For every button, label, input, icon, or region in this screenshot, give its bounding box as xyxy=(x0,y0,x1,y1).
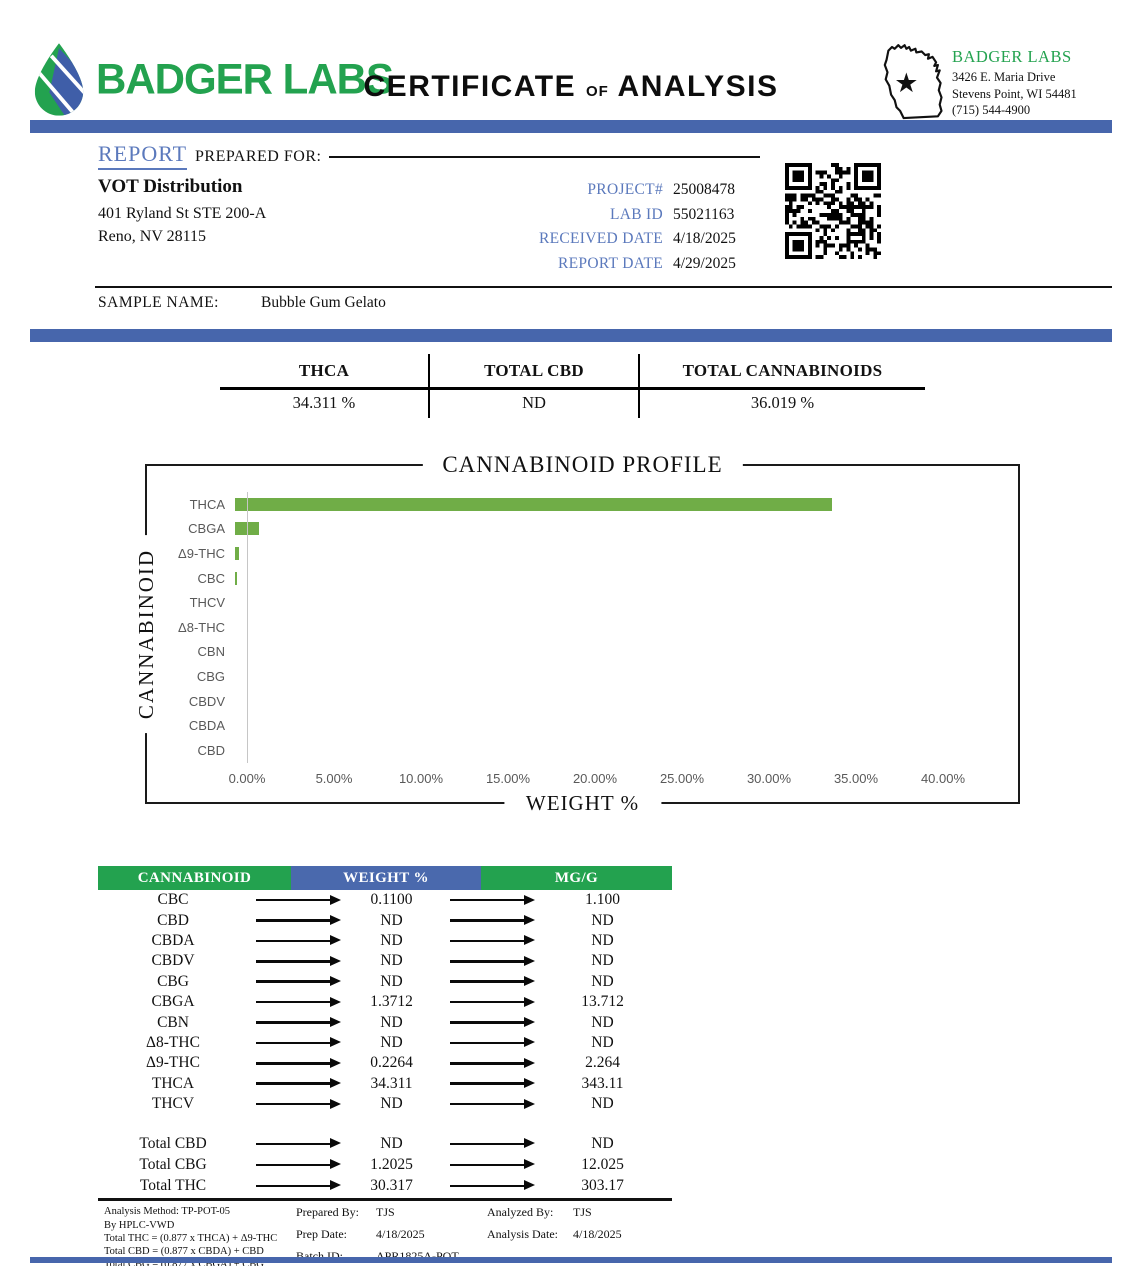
chart-x-tick-label: 20.00% xyxy=(572,770,618,786)
row-cannabinoid-name: Total THC xyxy=(139,1176,207,1194)
summary-column xyxy=(640,354,925,418)
wisconsin-state-icon xyxy=(874,38,946,124)
table-row xyxy=(98,931,672,951)
header xyxy=(0,0,1142,120)
table-row xyxy=(98,910,672,930)
chart-x-tick-label: 40.00% xyxy=(920,770,966,786)
client-address-1: 401 Ryland St STE 200-A xyxy=(98,205,267,222)
report-field-value: 55021163 xyxy=(673,205,735,223)
summary-column-label: TOTAL CANNABINOIDS xyxy=(682,360,883,380)
right-arrow-icon xyxy=(256,919,332,922)
right-arrow-icon xyxy=(256,1185,332,1188)
summary-column-label: TOTAL CBD xyxy=(484,360,584,380)
chart-x-tick-label: 30.00% xyxy=(746,770,792,786)
row-mgg-value: ND xyxy=(591,1095,614,1113)
right-arrow-icon xyxy=(450,1021,526,1024)
analysis-note-label: Analysis Date: xyxy=(487,1227,558,1242)
chart-plot-area xyxy=(147,492,1018,791)
report-field-label: REPORT DATE xyxy=(558,254,663,272)
row-mgg-value: 303.17 xyxy=(581,1176,624,1194)
chart-row xyxy=(147,566,1018,591)
table-row xyxy=(98,951,672,971)
row-cannabinoid-name: CBGA xyxy=(151,993,195,1011)
chart-bar xyxy=(235,547,239,560)
chart-category-label: CBDA xyxy=(188,718,225,734)
row-weight-value: ND xyxy=(380,1033,403,1051)
row-weight-value: 1.3712 xyxy=(370,993,413,1011)
summary-table xyxy=(220,354,925,418)
client-block xyxy=(98,176,505,276)
report-field-value: 4/18/2025 xyxy=(673,230,736,247)
row-weight-value: ND xyxy=(380,1095,403,1113)
heading-rule xyxy=(329,156,760,158)
row-weight-value: ND xyxy=(380,1134,403,1152)
row-cannabinoid-name: CBG xyxy=(157,972,189,990)
method-note-line: Analysis Method: TP-POT-05 xyxy=(104,1206,231,1218)
brand-name: BADGER LABS xyxy=(96,54,394,103)
report-field xyxy=(505,203,760,228)
right-arrow-icon xyxy=(256,940,332,943)
table-row xyxy=(98,1154,672,1175)
row-mgg-value: ND xyxy=(591,911,614,929)
prep-note-value: TJS xyxy=(376,1205,395,1220)
summary-column xyxy=(220,354,430,418)
row-cannabinoid-name: CBD xyxy=(157,911,189,929)
chart-row xyxy=(147,615,1018,640)
chart-bar-track xyxy=(235,517,931,542)
row-cannabinoid-name: Total CBG xyxy=(139,1155,207,1173)
row-mgg-value: ND xyxy=(591,1033,614,1051)
row-weight-value: ND xyxy=(380,931,403,949)
client-name: VOT Distribution xyxy=(98,176,243,197)
chart-category-label: CBD xyxy=(197,742,225,758)
chart-bar xyxy=(235,572,237,585)
chart-category-label: Δ8-THC xyxy=(178,619,225,635)
chart-category-label: THCA xyxy=(189,496,225,512)
report-section xyxy=(98,141,760,276)
chart-bar-track xyxy=(235,640,931,665)
report-field xyxy=(505,178,760,203)
table-row xyxy=(98,1175,672,1196)
right-arrow-icon xyxy=(450,1185,526,1188)
row-mgg-value: ND xyxy=(591,1013,614,1031)
right-arrow-icon xyxy=(256,960,332,963)
chart-x-tick-label: 25.00% xyxy=(659,770,705,786)
lab-phone: (715) 544-4900 xyxy=(952,102,1031,117)
analysis-note-label: Analyzed By: xyxy=(487,1205,554,1220)
row-cannabinoid-name: CBN xyxy=(157,1013,189,1031)
table-row xyxy=(98,1053,672,1073)
report-field-value: 25008478 xyxy=(673,181,735,198)
chart-row xyxy=(147,541,1018,566)
right-arrow-icon xyxy=(450,919,526,922)
lab-address-2: Stevens Point, WI 54481 xyxy=(952,86,1077,101)
chart-category-label: CBG xyxy=(196,668,225,684)
qr-code xyxy=(785,163,881,259)
chart-bar-track xyxy=(235,590,931,615)
prep-note-label: Prepared By: xyxy=(296,1205,359,1220)
row-cannabinoid-name: Total CBD xyxy=(139,1134,207,1152)
right-arrow-icon xyxy=(450,1164,526,1167)
chart-bar-track xyxy=(235,738,931,763)
row-weight-value: 30.317 xyxy=(370,1176,413,1194)
right-arrow-icon xyxy=(450,1103,526,1106)
right-arrow-icon xyxy=(256,1082,332,1085)
results-table xyxy=(98,866,672,1201)
right-arrow-icon xyxy=(256,980,332,983)
row-cannabinoid-name: Δ9-THC xyxy=(146,1054,200,1072)
lab-address-block xyxy=(874,38,1124,124)
analysis-note-value: 4/18/2025 xyxy=(573,1227,622,1242)
row-cannabinoid-name: Δ8-THC xyxy=(146,1033,200,1051)
right-arrow-icon xyxy=(256,1042,332,1045)
chart-bar-track xyxy=(235,664,931,689)
right-arrow-icon xyxy=(450,980,526,983)
chart-x-tick-label: 35.00% xyxy=(833,770,879,786)
chart-row xyxy=(147,689,1018,714)
summary-rule xyxy=(220,387,925,390)
analysis-note xyxy=(487,1227,622,1242)
chart-row xyxy=(147,517,1018,542)
report-heading-rest: PREPARED FOR: xyxy=(195,148,322,165)
right-arrow-icon xyxy=(256,1001,332,1004)
row-cannabinoid-name: CBC xyxy=(157,891,189,909)
chart-row xyxy=(147,492,1018,517)
report-field-label: PROJECT# xyxy=(587,181,663,198)
divider-bar-bottom xyxy=(30,1257,1112,1263)
report-field xyxy=(505,252,760,277)
prep-note xyxy=(296,1205,487,1220)
sample-row xyxy=(98,294,1142,312)
chart-bar-track xyxy=(235,566,931,591)
title-word-1: CERTIFICATE xyxy=(363,70,577,103)
chart-category-label: CBGA xyxy=(188,521,225,537)
star-icon: ★ xyxy=(894,67,919,98)
row-cannabinoid-name: THCA xyxy=(151,1074,195,1092)
summary-column-value: 34.311 % xyxy=(292,392,356,412)
right-arrow-icon xyxy=(450,1062,526,1065)
row-cannabinoid-name: CBDV xyxy=(151,952,195,970)
method-note-line: By HPLC-VWD xyxy=(104,1219,175,1231)
title-word-2: ANALYSIS xyxy=(617,70,779,103)
right-arrow-icon xyxy=(450,1143,526,1146)
sample-rule xyxy=(95,286,1112,288)
summary-column xyxy=(430,354,640,418)
sample-name-label: SAMPLE NAME: xyxy=(98,294,219,311)
report-fields xyxy=(505,176,760,276)
method-note-line: Total CBD = (0.877 x CBDA) + CBD xyxy=(104,1245,264,1257)
table-row xyxy=(98,1094,672,1114)
right-arrow-icon xyxy=(256,1164,332,1167)
row-cannabinoid-name: CBDA xyxy=(151,931,195,949)
cannabinoid-profile-chart xyxy=(134,452,1020,815)
chart-row xyxy=(147,590,1018,615)
chart-title: CANNABINOID PROFILE xyxy=(422,450,742,480)
method-note-line: Total THC = (0.877 x THCA) + Δ9-THC xyxy=(104,1232,278,1244)
client-address-2: Reno, NV 28115 xyxy=(98,228,206,246)
chart-bar-track xyxy=(235,713,931,738)
row-mgg-value: ND xyxy=(591,1134,614,1152)
chart-x-ticks xyxy=(228,770,966,791)
chart-row xyxy=(147,738,1018,763)
report-heading-word: REPORT xyxy=(98,141,187,170)
right-arrow-icon xyxy=(256,899,332,902)
row-weight-value: ND xyxy=(380,972,403,990)
report-field-value: 4/29/2025 xyxy=(673,254,736,272)
sample-name-value: Bubble Gum Gelato xyxy=(260,294,386,311)
row-mgg-value: ND xyxy=(591,972,614,990)
right-arrow-icon xyxy=(256,1062,332,1065)
chart-row xyxy=(147,664,1018,689)
chart-category-label: CBC xyxy=(197,570,225,586)
chart-category-label: CBN xyxy=(197,644,225,660)
results-table-totals xyxy=(98,1133,672,1201)
summary-column-value: ND xyxy=(522,392,546,412)
chart-bar-track xyxy=(235,492,931,517)
table-row xyxy=(98,1133,672,1154)
row-mgg-value: 343.11 xyxy=(581,1074,624,1092)
header-weight: WEIGHT % xyxy=(291,866,481,890)
prep-note-value: 4/18/2025 xyxy=(376,1227,425,1242)
right-arrow-icon xyxy=(450,960,526,963)
chart-x-tick-label: 0.00% xyxy=(228,770,266,786)
chart-row xyxy=(147,713,1018,738)
chart-category-label: Δ9-THC xyxy=(178,545,225,561)
row-weight-value: 0.2264 xyxy=(370,1054,413,1072)
chart-row xyxy=(147,640,1018,665)
table-row xyxy=(98,1033,672,1053)
chart-category-label: THCV xyxy=(189,595,225,611)
right-arrow-icon xyxy=(256,1103,332,1106)
row-weight-value: 34.311 xyxy=(370,1074,413,1092)
report-field xyxy=(505,227,760,252)
chart-bar-track xyxy=(235,615,931,640)
lab-name: BADGER LABS xyxy=(952,47,1072,66)
row-weight-value: 0.1100 xyxy=(370,891,413,909)
divider-bar-mid xyxy=(30,329,1112,342)
row-weight-value: 1.2025 xyxy=(370,1155,413,1173)
right-arrow-icon xyxy=(256,1021,332,1024)
summary-column-label: THCA xyxy=(298,360,350,380)
chart-x-tick-label: 5.00% xyxy=(315,770,353,786)
right-arrow-icon xyxy=(450,899,526,902)
table-row xyxy=(98,1074,672,1094)
header-mgg: MG/G xyxy=(481,866,672,890)
row-mgg-value: 13.712 xyxy=(581,993,624,1011)
results-table-body xyxy=(98,890,672,1114)
right-arrow-icon xyxy=(256,1143,332,1146)
row-mgg-value: ND xyxy=(591,931,614,949)
row-mgg-value: 1.100 xyxy=(585,891,620,909)
row-mgg-value: ND xyxy=(591,952,614,970)
analysis-note-value: TJS xyxy=(573,1205,592,1220)
prep-note xyxy=(296,1227,487,1242)
chart-y-axis-label: CANNABINOID xyxy=(133,535,159,733)
table-row xyxy=(98,992,672,1012)
right-arrow-icon xyxy=(450,1082,526,1085)
prep-note-label: Prep Date: xyxy=(296,1227,347,1242)
chart-x-tick-label: 15.00% xyxy=(485,770,531,786)
report-field-label: RECEIVED DATE xyxy=(538,230,663,247)
title-word-of: of xyxy=(585,76,609,101)
table-row xyxy=(98,1012,672,1032)
row-weight-value: ND xyxy=(380,911,403,929)
lab-address-1: 3426 E. Maria Drive xyxy=(952,70,1056,85)
report-heading xyxy=(98,141,760,170)
row-weight-value: ND xyxy=(380,1013,403,1031)
right-arrow-icon xyxy=(450,1001,526,1004)
row-weight-value: ND xyxy=(380,952,403,970)
table-row xyxy=(98,890,672,910)
row-mgg-value: 2.264 xyxy=(585,1054,620,1072)
summary-column-value: 36.019 % xyxy=(750,392,815,412)
right-arrow-icon xyxy=(450,1042,526,1045)
chart-x-tick-label: 10.00% xyxy=(398,770,444,786)
results-table-header xyxy=(98,866,672,890)
header-cannabinoid: CANNABINOID xyxy=(98,866,291,890)
analysis-note xyxy=(487,1205,622,1220)
chart-bar xyxy=(235,498,832,511)
chart-bar-track xyxy=(235,541,931,566)
right-arrow-icon xyxy=(450,940,526,943)
row-mgg-value: 12.025 xyxy=(581,1155,624,1173)
chart-x-axis-label: WEIGHT % xyxy=(504,789,661,817)
row-cannabinoid-name: THCV xyxy=(151,1095,195,1113)
report-field-label: LAB ID xyxy=(609,205,663,223)
table-row xyxy=(98,972,672,992)
chart-bar-track xyxy=(235,689,931,714)
chart-axis-line xyxy=(247,492,248,763)
chart-category-label: CBDV xyxy=(188,693,225,709)
